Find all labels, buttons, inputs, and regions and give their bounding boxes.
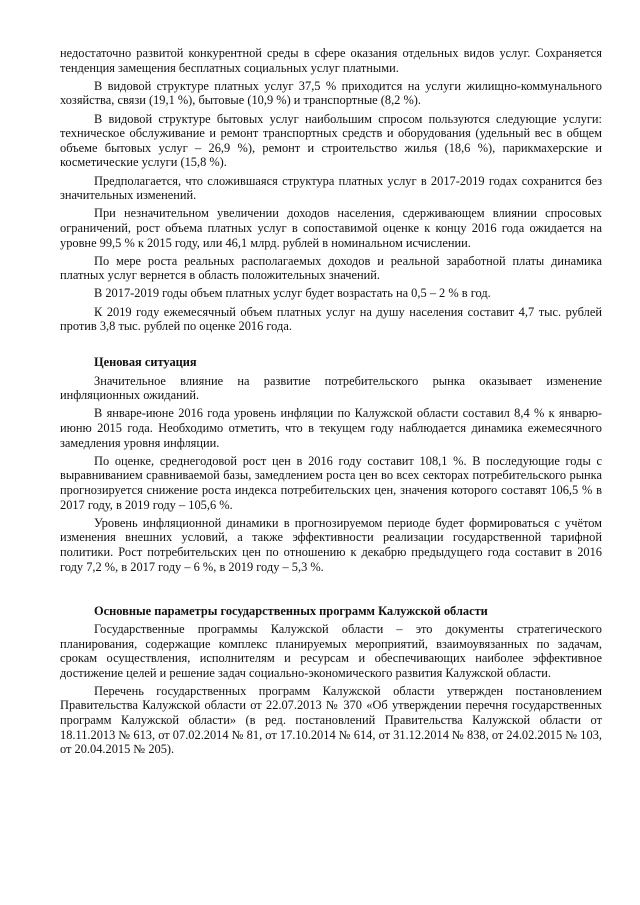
paragraph: По оценке, среднегодовой рост цен в 2016 году составит 108,1 %. В последующие годы с выравниванием сравниваемой базы, замедлением роста цен во всех секторах потребительского рынка прогнозируется снижение роста индекса потребительских цен, значения которого составят 106,5 % в 2017 году, в 2019 году – 105,6 %. <box>60 453 602 512</box>
paragraph: При незначительном увеличении доходов населения, сдерживающем влиянии спросовых ограничений, рост объема платных услуг в сопоставимой оценке к концу 2016 года ожидается на уровне 99,5 % к 2015 году, или 46,1 млрд. рублей в номинальном исчислении. <box>60 206 602 250</box>
paragraph: Предполагается, что сложившаяся структура платных услуг в 2017-2019 годах сохранится без значительных изменений. <box>60 173 602 203</box>
paragraph: Уровень инфляционной динамики в прогнозируемом периоде будет формироваться с учётом изменения внешних условий, а также эффективности реализации государственной тарифной политики. Рост потребительских цен по отношению к декабрю предыдущего года составит в 2016 году 7,2 %, в 2017 году – 6 %, в 2019 году – 5,3 %. <box>60 515 602 574</box>
paragraph: К 2019 году ежемесячный объем платных услуг на душу населения составит 4,7 тыс. рублей против 3,8 тыс. рублей по оценке 2016 года. <box>60 304 602 334</box>
paragraph: В видовой структуре бытовых услуг наибольшим спросом пользуются следующие услуги: техническое обслуживание и ремонт транспортных средств и оборудования (удельный вес в общем объеме бытовых услуг – 26,9 %), ремонт и строительство жилья (18,6 %), парикмахерские и косметические услуги (15,8 %). <box>60 111 602 170</box>
section-spacer <box>60 337 602 355</box>
paragraph: недостаточно развитой конкурентной среды в сфере оказания отдельных видов услуг. Сохраняется тенденция замещения бесплатных социальных услуг платными. <box>60 46 602 75</box>
section-heading-programs: Основные параметры государственных программ Калужской области <box>94 603 488 618</box>
paragraph: В 2017-2019 годы объем платных услуг будет возрастать на 0,5 – 2 % в год. <box>94 286 491 301</box>
paragraph: По мере роста реальных располагаемых доходов и реальной заработной платы динамика платных услуг вернется в область положительных значений. <box>60 253 602 283</box>
paragraph: Значительное влияние на развитие потребительского рынка оказывает изменение инфляционных ожиданий. <box>60 373 602 403</box>
paragraph: В видовой структуре платных услуг 37,5 % приходится на услуги жилищно-коммунального хозяйства, связи (19,1 %), бытовые (10,9 %) и транспортные (8,2 %). <box>60 78 602 108</box>
paragraph: Государственные программы Калужской области – это документы стратегического планирования, содержащие комплекс планируемых мероприятий, взаимоувязанных по задачам, срокам осуществления, исполнителям и ресурсам и обеспечивающих наиболее эффективное достижение целей и решение задач социально-экономического развития Калужской области. <box>60 621 602 680</box>
section-heading-prices: Ценовая ситуация <box>94 355 197 370</box>
paragraph: В январе-июне 2016 года уровень инфляции по Калужской области составил 8,4 % к январю-июню 2015 года. Необходимо отметить, что в текущем году наблюдается динамика ежемесячного замедления уровня инфляции. <box>60 406 602 450</box>
paragraph: Перечень государственных программ Калужской области утвержден постановлением Правительства Калужской области от 22.07.2013 № 370 «Об утверждении перечня государственных программ Калужской области» (в ред. постановлений Правительства Калужской области от 18.11.2013 № 613, от 07.02.2014 № 81, от 17.10.2014 № 614, от 31.12.2014 № 838, от 24.02.2015 № 103, от 20.04.2015 № 205). <box>60 683 602 757</box>
section-spacer <box>60 578 602 604</box>
